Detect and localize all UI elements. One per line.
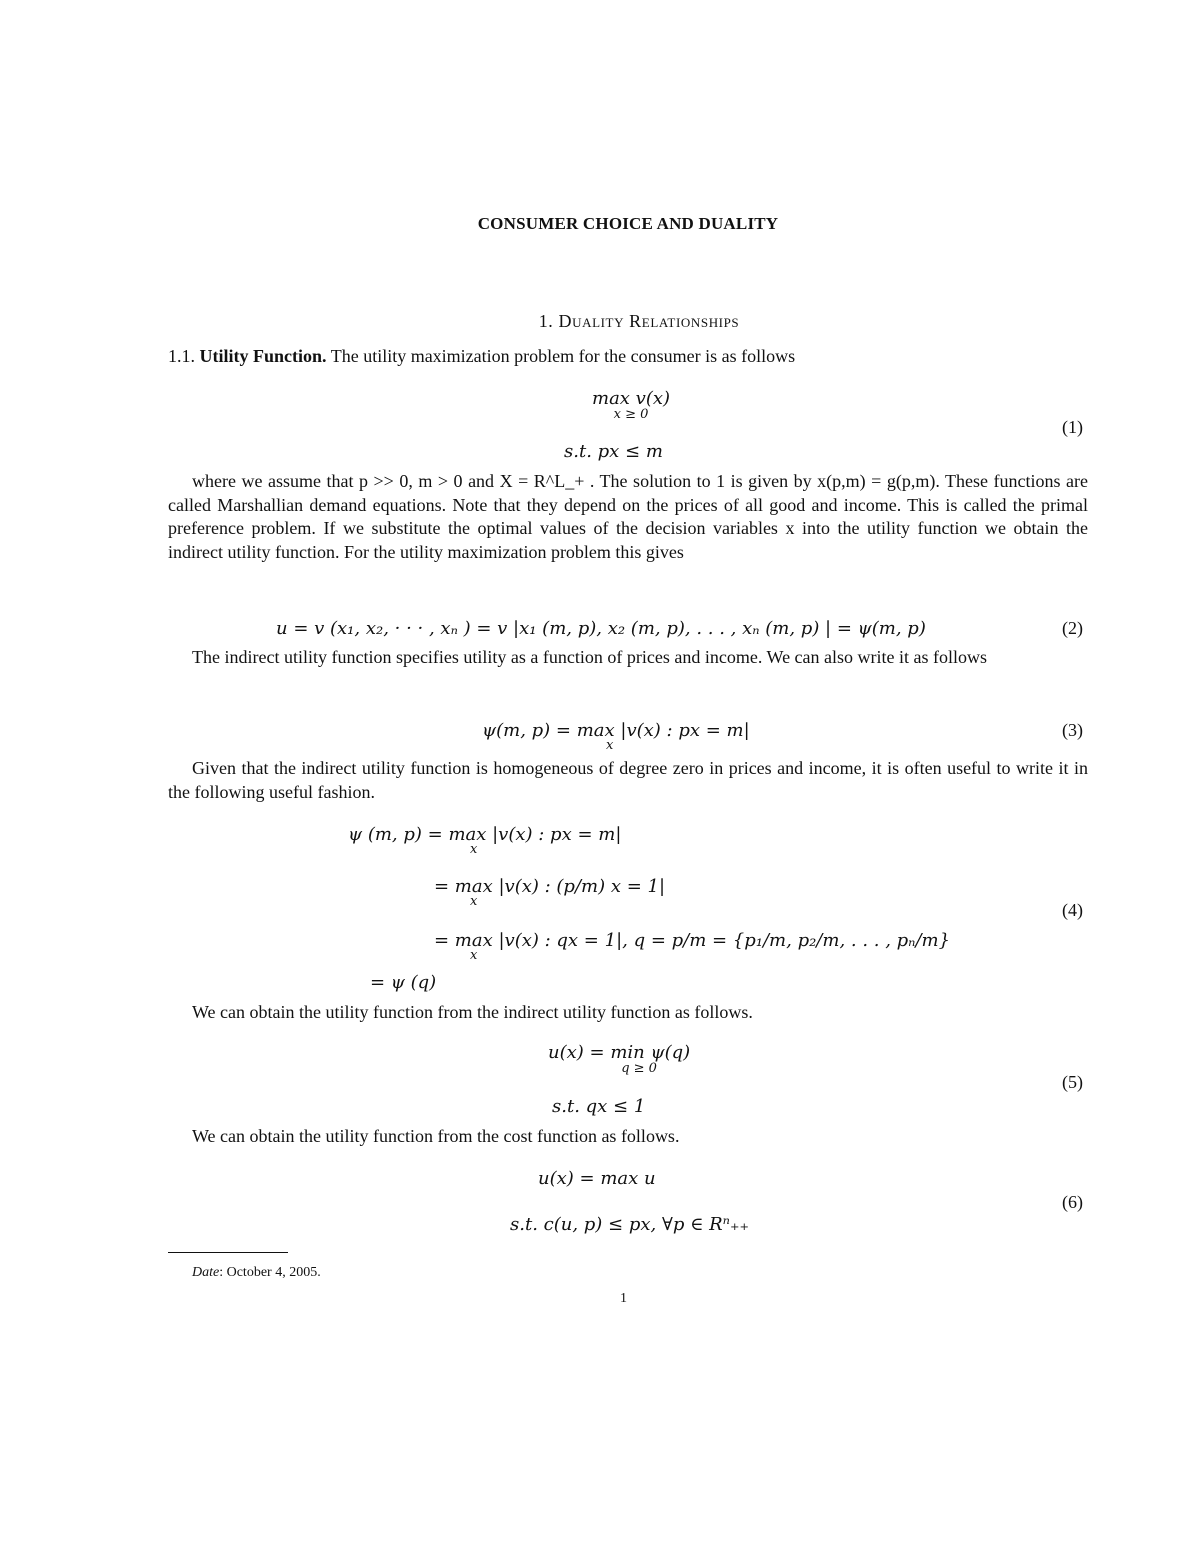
- eq6-objective: u(x) = max u: [538, 1168, 656, 1189]
- subsection-number: 1.1.: [168, 346, 195, 366]
- paragraph-homogeneous: Given that the indirect utility function is homogeneous of degree zero in prices and income, it is often useful to write it in the following useful fashion.: [168, 758, 1088, 802]
- eq4-number: (4): [1062, 900, 1083, 920]
- eq4-line3: = max |v(x) : qx = 1|, q = p/m = {p₁/m, p₂/m, . . . , pₙ/m}: [434, 930, 951, 951]
- paragraph-utility-from-indirect: We can obtain the utility function from the indirect utility function as follows.: [192, 1002, 753, 1022]
- paper-title: CONSUMER CHOICE AND DUALITY: [477, 214, 779, 233]
- paragraph-utility-from-cost: We can obtain the utility function from the cost function as follows.: [192, 1126, 680, 1146]
- eq1-constraint: s.t. px ≤ m: [564, 441, 663, 462]
- paragraph-indirect-utility: The indirect utility function specifies utility as a function of prices and income. We can also write it as follows: [192, 647, 988, 667]
- eq4-line1: ψ (m, p) = max |v(x) : px = m|: [348, 824, 622, 845]
- eq5-min: u(x) = min ψ(q): [548, 1042, 691, 1063]
- eq1-objective: [592, 388, 671, 423]
- eq4-limit3: x: [470, 948, 478, 963]
- eq4-limit1: x: [470, 842, 478, 857]
- eq2-body: u = v (x₁, x₂, · · · , xₙ ) = v |x₁ (m, p), x₂ (m, p), . . . , xₙ (m, p) | = ψ(m, p): [276, 618, 926, 639]
- paragraph-marshallian: where we assume that p >> 0, m > 0 and X = R^L_+ . The solution to 1 is given by x(p,m) = g(p,m). These functions are called Marshallian demand equations. Note that they depend on the prices of all good and income. This is called the primal preference problem. If we substitute the optimal values of the decision variables x into the utility function we obtain the indirect utility function. For the utility maximization problem this gives: [168, 471, 1088, 562]
- eq5-constraint: s.t. qx ≤ 1: [552, 1096, 646, 1117]
- eq4-limit2: x: [470, 894, 478, 909]
- eq1-limit: x ≥ 0: [613, 407, 649, 422]
- eq3-body: ψ(m, p) = max |v(x) : px = m|: [482, 720, 750, 741]
- subsection-line: [168, 346, 795, 367]
- eq2-number: (2): [1062, 618, 1083, 638]
- eq3-limit: x: [606, 738, 614, 753]
- subsection-intro: The utility maximization problem for the consumer is as follows: [330, 346, 796, 366]
- eq5-objective: [548, 1042, 691, 1077]
- eq1-max: max v(x): [592, 388, 671, 409]
- eq5-limit: q ≥ 0: [621, 1061, 657, 1076]
- eq5-number: (5): [1062, 1072, 1083, 1092]
- footnote-text: : October 4, 2005.: [219, 1265, 321, 1280]
- eq3-number: (3): [1062, 720, 1083, 740]
- footnote-rule: [168, 1252, 288, 1253]
- section-heading: 1. Duality Relationships: [538, 311, 740, 331]
- footnote-label: Date: [192, 1265, 220, 1280]
- subsection-heading: Utility Function.: [199, 346, 327, 366]
- eq1-number: (1): [1062, 417, 1083, 437]
- eq6-constraint: s.t. c(u, p) ≤ px, ∀p ∈ Rⁿ₊₊: [510, 1214, 749, 1235]
- footnote: [192, 1265, 321, 1281]
- eq4-line2: = max |v(x) : (p/m) x = 1|: [434, 876, 666, 897]
- eq4-line4: = ψ (q): [370, 972, 437, 993]
- eq6-number: (6): [1062, 1192, 1083, 1212]
- page-number: 1: [620, 1291, 627, 1306]
